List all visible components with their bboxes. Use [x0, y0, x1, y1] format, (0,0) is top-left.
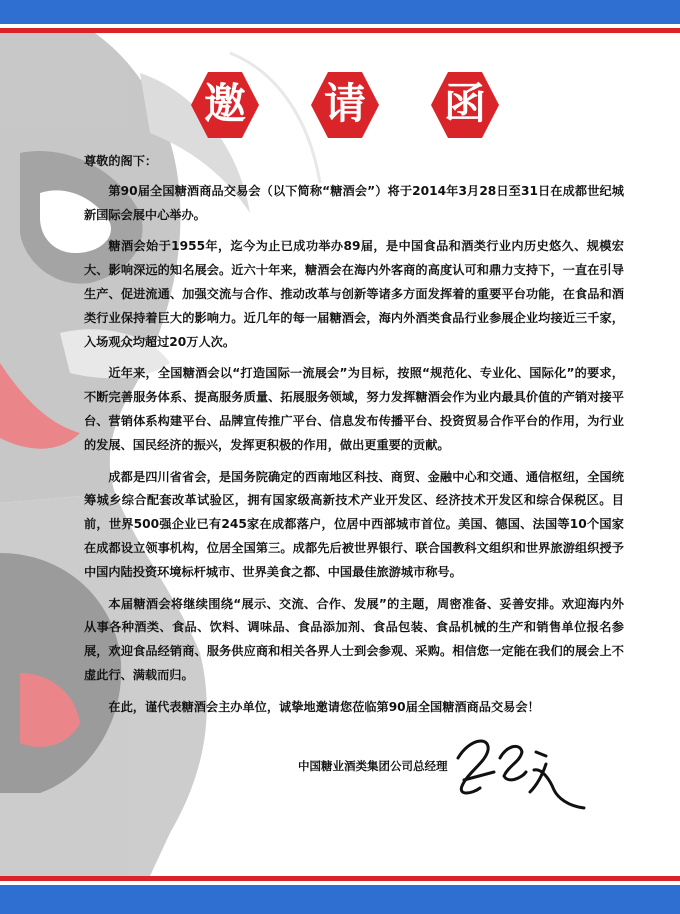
paragraph: 近年来，全国糖酒会以“打造国际一流展会”为目标，按照“规范化、专业化、国际化”的要求，不断完善服务体系、提高服务质量、拓展服务领域，努力发挥糖酒会作为业内最具价值的产销对接平台、营销体系构建平台、品牌宣传推广平台、信息发布传播平台、投资贸易合作平台的作用，为行业的发展、国民经济的振兴，发挥更积极的作用，做出更重要的贡献。	[84, 366, 624, 452]
title-char: 请	[323, 79, 366, 128]
paragraph: 在此，谨代表糖酒会主办单位，诚挚地邀请您莅临第90届全国糖酒商品交易会！	[108, 699, 540, 714]
paragraph: 第90届全国糖酒商品交易会（以下简称“糖酒会”）将于2014年3月28日至31日在成都世纪城新国际会展中心举办。	[84, 183, 624, 222]
bottom-red-stripe	[0, 876, 680, 881]
salutation: 尊敬的阁下：	[84, 154, 158, 168]
paragraph: 糖酒会始于1955年，迄今为止已成功举办89届，是中国食品和酒类行业内历史悠久、规模宏大、影响深远的知名展会。近六十年来，糖酒会在海内外客商的高度认可和鼎力支持下，一直在引导生产、促进流通、加强交流与合作、推动改革与创新等诸多方面发挥着的重要平台功能，在食品和酒类行业保持着巨大的影响力。近几年的每一届糖酒会，海内外酒类食品行业参展企业均接近三千家，入场观众均超过20万人次。	[84, 239, 624, 349]
letter-body	[84, 150, 624, 728]
handwritten-signature	[450, 728, 590, 818]
title-char-tile	[430, 70, 500, 140]
title-char: 邀	[203, 79, 246, 128]
signatory-title: 中国糖业酒类集团公司总经理	[298, 759, 448, 773]
invitation-title	[190, 70, 500, 140]
top-blue-band	[0, 0, 680, 24]
paragraph: 本届糖酒会将继续围绕“展示、交流、合作、发展”的主题，周密准备、妥善安排。欢迎海内外从事各种酒类、食品、饮料、调味品、食品添加剂、食品包装、食品机械的生产和销售单位报名参展，欢迎食品经销商、服务供应商和相关各界人士到会参观、采购。相信您一定能在我们的展会上不虚此行、满载而归。	[84, 596, 624, 682]
title-char-tile	[310, 70, 380, 140]
title-char-tile	[190, 70, 260, 140]
title-char: 函	[443, 79, 486, 128]
paragraph: 成都是四川省省会，是国务院确定的西南地区科技、商贸、金融中心和交通、通信枢纽，全国统筹城乡综合配套改革试验区，拥有国家级高新技术产业开发区、经济技术开发区和综合保税区。目前，世界500强企业已有245家在成都落户，位居中西部城市首位。美国、德国、法国等10个国家在成都设立领事机构，位居全国第三。成都先后被世界银行、联合国教科文组织和世界旅游组织授予中国内陆投资环境标杆城市、世界美食之都、中国最佳旅游城市称号。	[84, 469, 624, 579]
bottom-blue-band	[0, 885, 680, 914]
